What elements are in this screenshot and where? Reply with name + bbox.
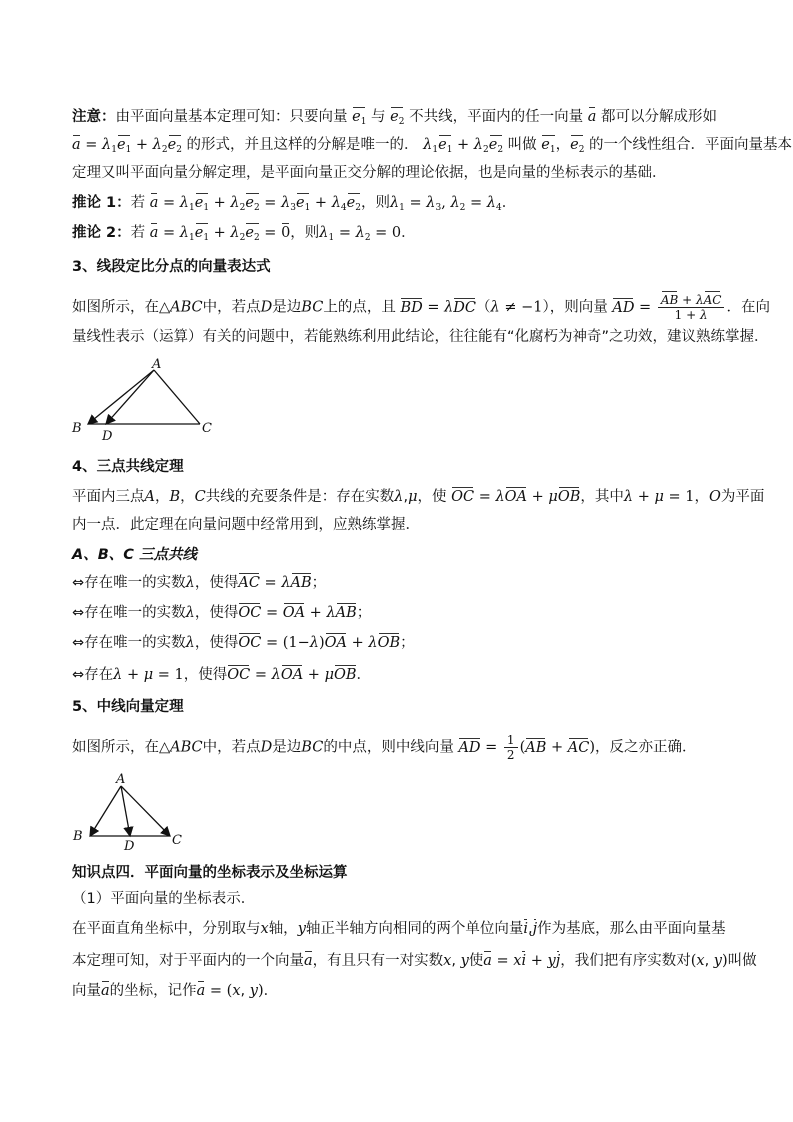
- label-A: A: [152, 358, 162, 372]
- kp4-line-3: 向量a的坐标，记作a = (x, y)．: [72, 983, 279, 999]
- equiv-4: ⇔存在λ + μ = 1，使得OC = λOA + μOB．: [72, 667, 372, 683]
- label-B: B: [73, 829, 83, 844]
- segment-AC: [154, 370, 200, 424]
- corollary-1: 推论 1：若 $a = \lambda_1e_1 + \lambda_2e_2 = \lambda_3e_1 + \lambda_4e_2$，则$\lambda_1 = \lambda_3$, $\lambda_2 = \lambda_4$．: [72, 195, 517, 213]
- kp4-subtitle: （1）平面向量的坐标表示．: [72, 891, 256, 907]
- equiv-1: ⇔存在唯一的实数λ，使得AC = λAB；: [72, 575, 327, 591]
- corollary-2: 推论 2：若 $a = \lambda_1e_1 + \lambda_2e_2 = 0$，则$\lambda_1 = \lambda_2 = 0$．: [72, 225, 416, 243]
- kp4-line-2: 本定理可知，对于平面内的一个向量a，有且只有一对实数x, y使a = xi + yj，我们把有序实数对(x, y)叫做: [72, 953, 757, 969]
- note-line-2: $a = \lambda_1e_1 + \lambda_2e_2$ 的形式，并且这样的分解是唯一的． $\lambda_1e_1 + \lambda_2e_2$ 叫做 $e_1$，$e_2$ 的一个线性组合．平面向量基本: [72, 137, 793, 155]
- section-5-title: 5、中线向量定理: [72, 699, 184, 715]
- equiv-2: ⇔存在唯一的实数λ，使得OC = OA + λAB；: [72, 605, 372, 621]
- note-line-1: 注意：由平面向量基本定理可知：只要向量 $e_1$ 与 $e_2$ 不共线，平面内的任一向量 a 都可以分解成形如: [72, 109, 717, 127]
- label-D: D: [124, 839, 135, 852]
- note-label: 注意：: [72, 109, 116, 125]
- kp4-line-1: 在平面直角坐标中，分别取与x轴，y轴正半轴方向相同的两个单位向量i,j作为基底，那么由平面向量基: [72, 921, 726, 937]
- section-5-line-1: 如图所示，在△ABC中，若点D是边BC的中点，则中线向量 AD = $\frac{1}{2}$ (AB + AC)，反之亦正确．: [72, 733, 697, 762]
- label-C: C: [172, 833, 182, 848]
- section-4-line-1: 平面内三点A，B，C共线的充要条件是：存在实数λ,μ，使 OC = λOA + μOB，其中λ + μ = 1，O为平面: [72, 489, 765, 505]
- label-D: D: [102, 429, 113, 442]
- section-3-title: 3、线段定比分点的向量表达式: [72, 259, 271, 275]
- segment-AB: [90, 786, 121, 836]
- label-C: C: [202, 421, 212, 436]
- segment-AD: [106, 370, 154, 424]
- section-4-head: A、B、C 三点共线: [72, 547, 197, 563]
- segment-AB: [88, 370, 154, 424]
- section-4-title: 4、三点共线定理: [72, 459, 184, 475]
- kp4-title: 知识点四．平面向量的坐标表示及坐标运算: [72, 865, 348, 881]
- note-line-3: 定理又叫平面向量分解定理，是平面向量正交分解的理论依据，也是向量的坐标表示的基础．: [72, 165, 667, 181]
- label-A: A: [116, 772, 126, 787]
- equiv-3: ⇔存在唯一的实数λ，使得OC = (1−λ)OA + λOB；: [72, 635, 415, 651]
- section-3-line-1: 如图所示，在△ABC中，若点D是边BC上的点，且 BD = λDC（λ ≠ −1），则向量 AD = $\frac{\text{AB + λAC}}{1 + \lambda}$ ．在向: [72, 293, 770, 322]
- section-3-line-2: 量线性表示（运算）有关的问题中，若能熟练利用此结论，往往能有“化腐朽为神奇”之功效，建议熟练掌握．: [72, 329, 769, 345]
- label-B: B: [72, 421, 82, 436]
- triangle-figure-1: [66, 358, 226, 442]
- triangle-figure-2: [66, 770, 196, 852]
- section-4-line-2: 内一点．此定理在向量问题中经常用到，应熟练掌握．: [72, 517, 420, 533]
